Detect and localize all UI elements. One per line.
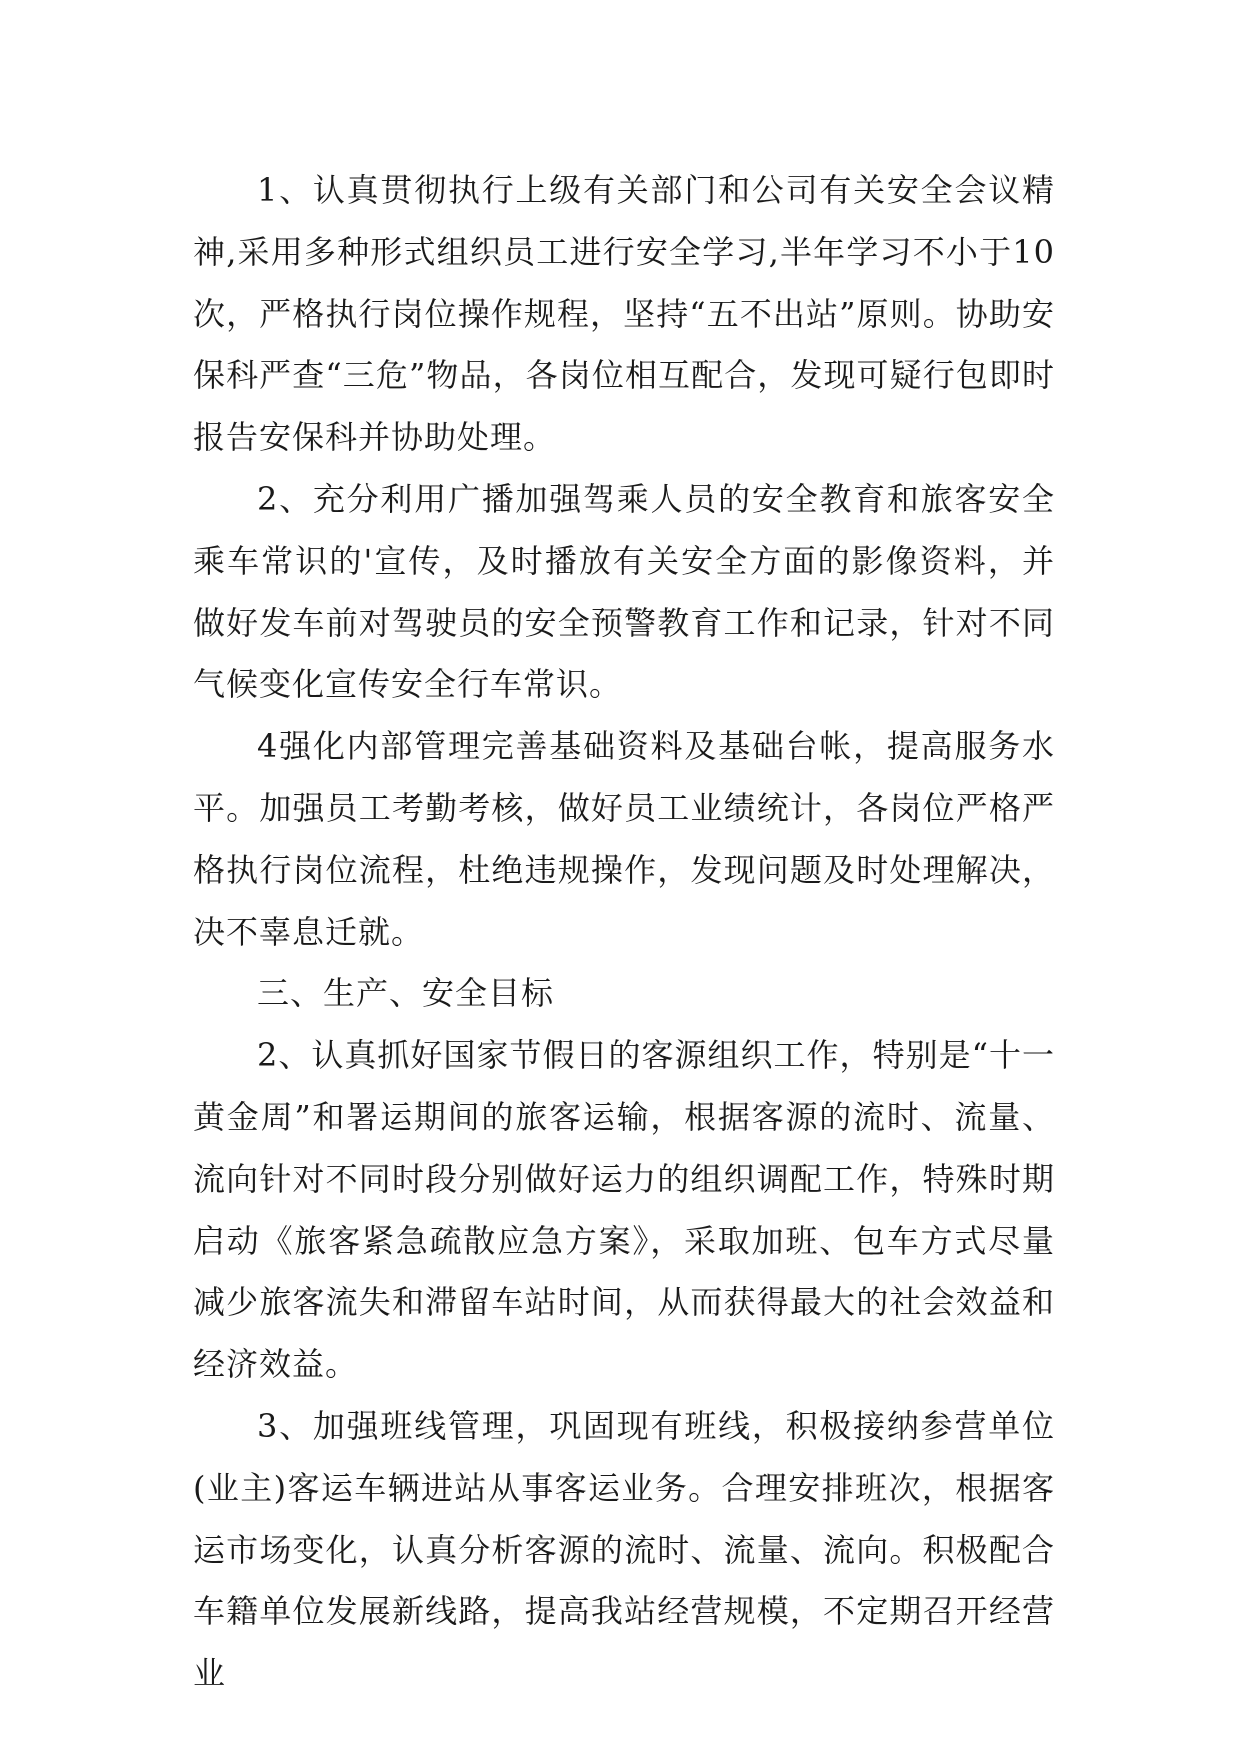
paragraph-holiday-passenger-organization: 2、认真抓好国家节假日的客源组织工作，特别是“十一黄金周”和署运期间的旅客运输，根据客源的流时、流量、流向针对不同时段分别做好运力的组织调配工作，特殊时期启动《旅客紧急疏散应急方案》，采取加班、包车方式尽量减少旅客流失和滞留车站时间，从而获得最大的社会效益和经济效益。 <box>193 1036 1055 1384</box>
paragraph-route-management: 3、加强班线管理，巩固现有班线，积极接纳参营单位(业主)客运车辆进站从事客运业务。合理安排班次，根据客运市场变化，认真分析客源的流时、流量、流向。积极配合车籍单位发展新线路，提高我站经营规模，不定期召开经营业 <box>193 1406 1055 1693</box>
paragraph-safety-study: 1、认真贯彻执行上级有关部门和公司有关安全会议精神,采用多种形式组织员工进行安全学习,半年学习不小于10次，严格执行岗位操作规程，坚持“五不出站”原则。协助安保科严查“三危”物品，各岗位相互配合，发现可疑行包即时报告安保科并协助处理。 <box>193 171 1055 457</box>
section-heading-production-safety-goals: 三、生产、安全目标 <box>257 974 555 1013</box>
paragraph-internal-management: 4强化内部管理完善基础资料及基础台帐，提高服务水平。加强员工考勤考核，做好员工业绩统计，各岗位严格严格执行岗位流程，杜绝违规操作，发现问题及时处理解决，决不辜息迁就。 <box>193 727 1055 951</box>
document-body <box>193 160 1055 1705</box>
paragraph-broadcast-education: 2、充分利用广播加强驾乘人员的安全教育和旅客安全乘车常识的'宣传，及时播放有关安全方面的影像资料，并做好发车前对驾驶员的安全预警教育工作和记录，针对不同气候变化宣传安全行车常识。 <box>193 479 1055 704</box>
